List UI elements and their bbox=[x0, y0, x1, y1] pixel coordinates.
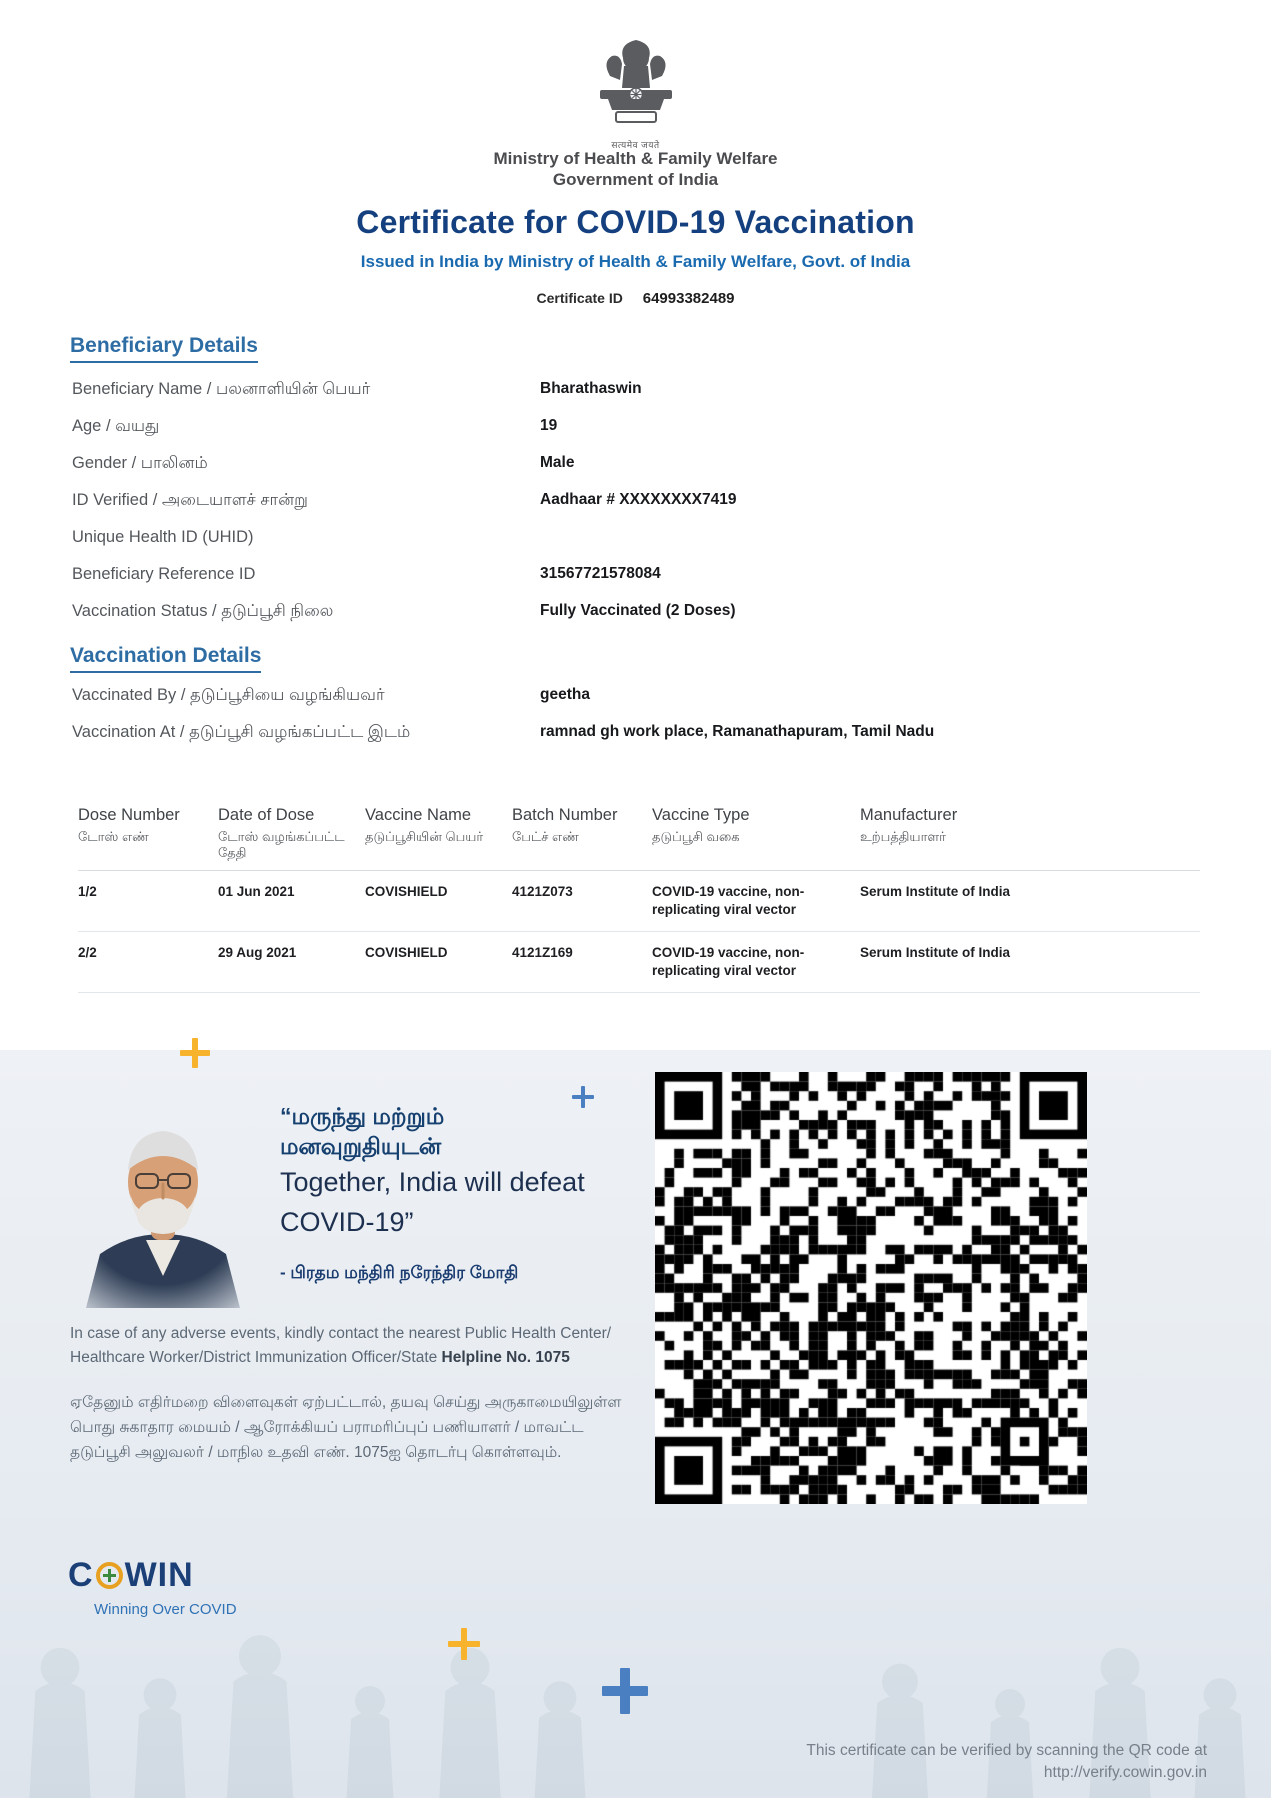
quote-tamil-line2: மனவுறுதியுடன் bbox=[280, 1132, 442, 1159]
field-value: Male bbox=[540, 454, 575, 471]
dose-table-header bbox=[78, 806, 1200, 871]
field-label: Vaccination Status / தடுப்பூசி நிலை bbox=[72, 602, 334, 620]
emblem-motto: सत्यमेव जयते bbox=[611, 140, 660, 150]
vaccination-fields bbox=[72, 686, 1202, 760]
field-reference-id bbox=[72, 565, 1202, 588]
pm-portrait-illustration bbox=[58, 1118, 268, 1308]
decorative-plus-yellow-2 bbox=[448, 1628, 480, 1660]
decorative-plus-blue-1 bbox=[572, 1086, 594, 1108]
field-id-verified bbox=[72, 491, 1202, 514]
cowin-logo bbox=[68, 1556, 237, 1618]
field-label: Unique Health ID (UHID) bbox=[72, 528, 254, 546]
helpline-number: Helpline No. 1075 bbox=[441, 1349, 570, 1367]
verify-note bbox=[647, 1740, 1207, 1785]
field-value: Bharathaswin bbox=[540, 380, 642, 397]
ashoka-emblem-icon bbox=[590, 36, 682, 136]
field-value: 31567721578084 bbox=[540, 565, 661, 582]
qr-code-canvas bbox=[655, 1072, 1087, 1504]
field-age bbox=[72, 417, 1202, 440]
dose-row-2: 2/2 29 Aug 2021 COVISHIELD 4121Z169 COVID-19 vaccine, non-replicating viral vector Serum Institute of India bbox=[78, 932, 1200, 993]
field-uhid bbox=[72, 528, 1202, 551]
cowin-tagline: Winning Over COVID bbox=[94, 1601, 237, 1618]
field-vaccination-status bbox=[72, 602, 1202, 625]
col-dose-number: Dose Number டோஸ் எண் bbox=[78, 806, 180, 844]
field-vaccination-at bbox=[72, 723, 1202, 746]
field-gender bbox=[72, 454, 1202, 477]
field-label: Vaccinated By / தடுப்பூசியை வழங்கியவர் bbox=[72, 686, 385, 704]
india-national-emblem bbox=[0, 36, 1271, 151]
decorative-plus-blue-2 bbox=[602, 1668, 648, 1714]
quote-english-line1: Together, India will defeat bbox=[280, 1166, 585, 1197]
quote-english-line2: COVID-19” bbox=[280, 1207, 414, 1238]
field-beneficiary-name bbox=[72, 380, 1202, 403]
col-vaccine-name: Vaccine Name தடுப்பூசியின் பெயர் bbox=[365, 806, 484, 844]
verify-url: http://verify.cowin.gov.in bbox=[1043, 1764, 1207, 1782]
cowin-plus-icon bbox=[96, 1562, 123, 1589]
dose-row-1: 1/2 01 Jun 2021 COVISHIELD 4121Z073 COVID-19 vaccine, non-replicating viral vector Serum Institute of India bbox=[78, 871, 1200, 932]
beneficiary-section-heading: Beneficiary Details bbox=[70, 334, 258, 363]
field-value: geetha bbox=[540, 686, 590, 703]
field-value: Fully Vaccinated (2 Doses) bbox=[540, 602, 736, 619]
ministry-header bbox=[0, 148, 1271, 191]
certificate-id-row bbox=[0, 290, 1271, 307]
pm-quote bbox=[280, 1102, 630, 1285]
certificate-id-value: 64993382489 bbox=[642, 290, 735, 307]
decorative-plus-yellow-1 bbox=[180, 1038, 210, 1068]
col-batch-number: Batch Number பேட்ச் எண் bbox=[512, 806, 618, 844]
field-value: 19 bbox=[540, 417, 558, 434]
cowin-win: WIN bbox=[124, 1556, 194, 1594]
field-label: Beneficiary Reference ID bbox=[72, 565, 256, 583]
quote-tamil-line1: “மருந்து மற்றும் bbox=[280, 1103, 445, 1129]
col-manufacturer: Manufacturer உற்பத்தியாளர் bbox=[860, 806, 958, 844]
cowin-c: C bbox=[68, 1556, 94, 1594]
beneficiary-fields bbox=[72, 380, 1202, 639]
certificate-subtitle: Issued in India by Ministry of Health & Family Welfare, Govt. of India bbox=[360, 252, 911, 271]
ministry-line2: Government of India bbox=[552, 170, 719, 190]
advisory-tamil: ஏதேனும் எதிர்மறை விளைவுகள் ஏற்பட்டால், தயவு செய்து அருகாமையிலுள்ள பொது சுகாதார மையம் / ஆரோக்கியப் பராமரிப்புப் பணியாளர் / மாவட்ட தடுப்பூசி அலுவலர் / மாநில உதவி எண். 1075ஐ தொடர்பு கொள்ளவும். bbox=[70, 1394, 622, 1462]
verify-line1: This certificate can be verified by scanning the QR code at bbox=[806, 1742, 1207, 1759]
vaccination-section-heading: Vaccination Details bbox=[70, 644, 261, 673]
certificate-id-label: Certificate ID bbox=[536, 290, 623, 306]
field-label: Age / வயது bbox=[72, 417, 160, 435]
col-vaccine-type: Vaccine Type தடுப்பூசி வகை bbox=[652, 806, 750, 844]
field-label: ID Verified / அடையாளச் சான்று bbox=[72, 491, 308, 509]
advisory-english: In case of any adverse events, kindly contact the nearest Public Health Center/ Healthcare Worker/District Immunization Officer/State Helpline No. 1075 bbox=[70, 1325, 612, 1367]
field-value: ramnad gh work place, Ramanathapuram, Tamil Nadu bbox=[540, 723, 935, 740]
field-label: Beneficiary Name / பலனாளியின் பெயர் bbox=[72, 380, 371, 398]
dose-table bbox=[78, 806, 1200, 993]
qr-code bbox=[655, 1072, 1087, 1504]
field-label: Vaccination At / தடுப்பூசி வழங்கப்பட்ட இடம் bbox=[72, 723, 411, 741]
ministry-line1: Ministry of Health & Family Welfare bbox=[493, 149, 778, 168]
field-label: Gender / பாலினம் bbox=[72, 454, 208, 472]
quote-attribution: - பிரதம மந்திரி நரேந்திர மோதி bbox=[280, 1262, 519, 1282]
field-value: Aadhaar # XXXXXXXX7419 bbox=[540, 491, 737, 508]
pm-portrait-photo bbox=[58, 1118, 268, 1308]
col-date-of-dose: Date of Dose டோஸ் வழங்கப்பட்ட தேதி bbox=[218, 806, 345, 861]
field-vaccinated-by bbox=[72, 686, 1202, 709]
certificate-title: Certificate for COVID-19 Vaccination bbox=[356, 204, 915, 240]
